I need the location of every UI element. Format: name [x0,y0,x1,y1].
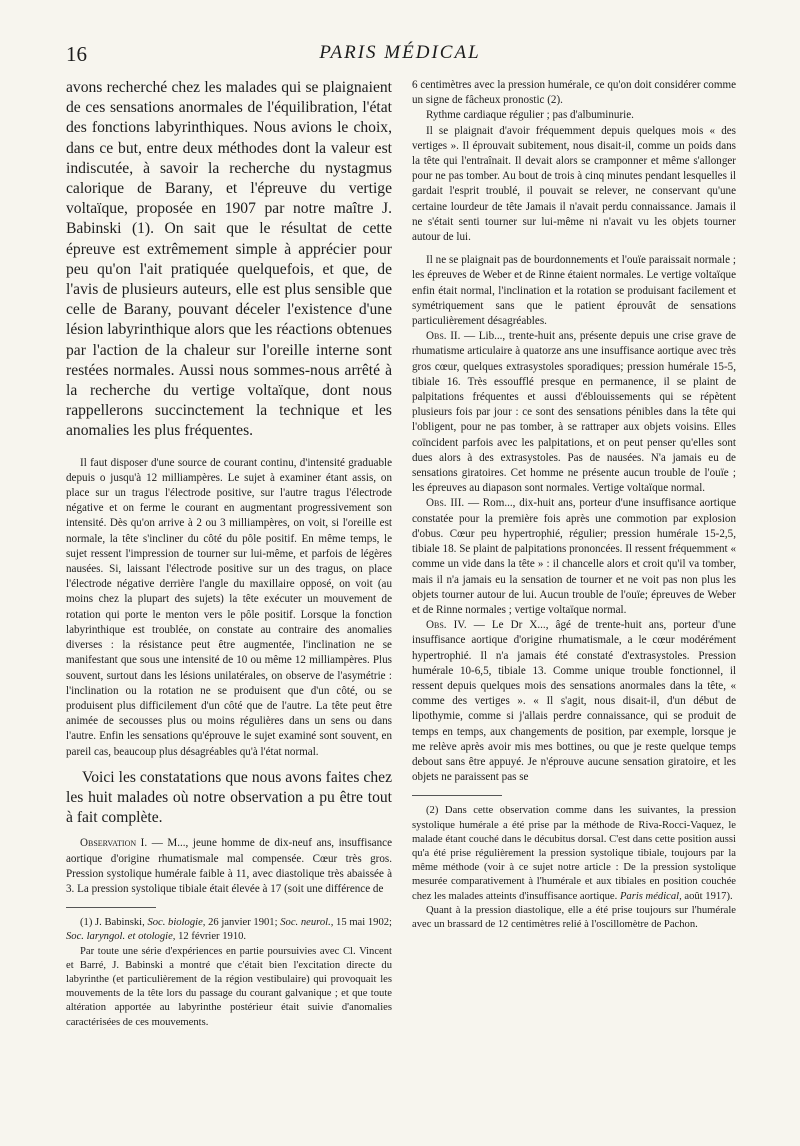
observation-text: — Rom..., dix-huit ans, porteur d'une insuffisance aortique constatée pour la première fois après une commotion par explosion d'obus. Cœur peu hypertrophié, régulier; pression humérale 15-2,5, tibiale 18. Se plaint de palpitations prononcées. Il ressent fréquemment « comme un vide dans la tête » : il chancelle alors et croit qu'il va tomber, mais il n'a jamais eu la sensation de tourner et ne voit pas non plus les objets tourner autour de lui. Aucun trouble de l'ouïe; épreuves de Weber et de Rinne normales ; vertige voltaïque normal. [412,497,736,616]
right-column [412,78,736,932]
footnote-text: 12 février 1910. [175,931,247,943]
footnote-rule [412,795,502,796]
footnote-text: (1) J. Babinski, [80,917,148,929]
page-header [66,40,734,70]
small-paragraph: Il se plaignait d'avoir fréquemment depuis quelques mois « des vertiges ». Il éprouvait subitement, nous disait-il, comme un poids dans la tête qui l'entraînait. Il devait alors se cramponner et même s'allonger pour ne pas tomber. Au bout de trois à cinq minutes pendant lesquelles il gardait l'esprit troublé, il pouvait se relever, ne conservant qu'une certaine lourdeur de tête Jamais il n'avait perdu connaissance. Jamais il ne s'était senti tourner sur lui-même ni n'avait vu les objets tourner autour de lui. [412,124,736,244]
footnote-citation: Soc. biologie, [147,917,206,929]
footnote-citation: Soc. neurol., [280,917,334,929]
body-paragraph: Voici les constatations que nous avons faites chez les huit malades où notre observation a pu être tout à fait complète. [66,768,392,827]
footnote-text: 26 janvier 1901; [205,917,281,929]
observation-label: Obs. IV. [426,619,467,632]
small-paragraph: Il ne se plaignait pas de bourdonnements et l'ouïe paraissait normale ; les épreuves de Weber et de Rinne étaient normales. Le vertige voltaïque enfin était normal, l'inclination et la rotation se produisant facilement et symétriquement sans que le patient éprouvât de sensations particulièrement désagréables. [412,254,736,328]
observation-label: Obs. II. [426,330,461,343]
observation-paragraph [412,329,736,496]
page-number: 16 [66,42,87,66]
footnote-citation: Soc. laryngol. et otologie, [66,931,176,943]
observation-text: — Le Dr X..., âgé de trente-huit ans, porteur d'une insuffisance aortique d'origine rhumatismale, a le cœur modérément hypertrophié. Il n'a jamais été constaté d'extrasystoles. Pression humérale 10-6,5, tibiale 13. Comme unique trouble fonctionnel, il ressent depuis quelques mois des sensations anormales dans la tête, « comme des vertiges ». « Il s'agit, nous disait-il, d'un début de lipothymie, comme si j'allais perdre connaissance, qui se produit de temps en temps, aux changements de position, par exemple, lorsque je me relève après avoir mis mes bottines, ou que je reste quelque temps debout sans être appuyé. Je n'éprouve aucune sensation giratoire, et les objets ne paraissent pas se [412,619,736,784]
body-paragraph: avons recherché chez les malades qui se plaignaient de ces sensations anormales de l'équilibration, l'état des fonctions labyrinthiques. Nous avions le choix, dans ce but, entre deux méthodes dont la valeur est indiscutée, à savoir la recherche du nystagmus calorique de Barany, et l'épreuve du vertige voltaïque, proposée en 1907 par notre maître J. Babinski (1). On sait que le résultat de cette épreuve est extrêmement simple à apprécier pour peu qu'on l'ait pratiquée quelquefois, et que, de l'avis de plusieurs auteurs, elle est plus sensible que celle de Barany, pouvant déceler l'existence d'une lésion labyrinthique alors que les réactions obtenues par l'action de la chaleur sur l'oreille interne sont restées normales. Aussi nous sommes-nous arrêté à la recherche du vertige voltaïque, dont nous rappellerons succinctement la technique et les anomalies les plus fréquentes. [66,79,392,440]
footnote-citation: Paris médical, [619,890,682,902]
small-paragraph: 6 centimètres avec la pression humérale, ce qu'on doit considérer comme un signe de fâcheux pronostic (2). [412,79,736,107]
observation-paragraph [412,618,736,785]
running-title: PARIS MÉDICAL [319,42,481,63]
observation-label: Observation I. [80,837,148,850]
left-column [66,78,392,1030]
footnote-text: 15 mai 1902; [333,917,392,929]
footnote-text: (2) Dans cette observation comme dans les suivantes, la pression systolique humérale a été prise par la méthode de Riva-Rocci-Vaquez, le malade étant couché dans le décubitus dorsal. C'est dans cette position aussi qu'a été prise régulièrement la pression systolique tibiale, toujours par la même méthode (voir à ce sujet notre article : De la pression systolique mesurée comparativement à l'humérale et aux tibiales en position couchée chez les malades atteints d'insuffisance aortique. [412,805,736,902]
footnote-text: août 1917). [681,890,733,902]
footnote-rule [66,907,156,908]
small-paragraph: Il faut disposer d'une source de courant continu, d'intensité graduable depuis o jusqu'à 12 milliampères. Le sujet à examiner étant assis, on place sur un tragus l'électrode positive, sur l'autre tragus l'électrode négative et on ferme le courant en augmentant progressivement son intensité. Dès qu'on arrive à 2 ou 3 milliampères, on voit, si l'oreille est normale, la tête s'incliner du côté du pôle positif. En même temps, le sujet ressent l'impression de tourner sur lui-même, et parfois de légères nausées. Si, laissant l'électrode positive sur un des tragus, on place l'électrode négative derrière l'angle du maxillaire opposé, on voit (au moins chez la plupart des sujets) la tête exécuter un mouvement de rotation qui porte le menton vers le pôle positif. Lorsque la fonction labyrinthique est troublée, on constate au contraire des anomalies diverses : la résistance peut être augmentée, l'inclination ne se manifestant que sous une intensité de 10 ou même 12 milliampères. Plus souvent, surtout dans les lésions unilatérales, on observe de l'asymétrie : l'inclination ou la rotation ne se produisent que d'un côté, ou se produisent plus difficilement d'un côté que de l'autre. La tête peut être animée de secousses plus ou moins régulières dans un sens ou dans l'autre. Enfin les sensations qu'éprouve le sujet examiné sont souvent, en pareil cas, beaucoup plus désagréables qu'à l'état normal. [66,456,392,758]
observation-paragraph [412,496,736,618]
observation-text: — Lib..., trente-huit ans, présente depuis une crise grave de rhumatisme articulaire à quatorze ans une insuffisance aortique avec très gros cœur, quelques extrasystoles sporadiques; pression humérale 15-5, tibiale 16. Très essoufflé presque en permanence, il se plaint de palpitations fréquentes et aussi d'éblouissements qui se répètent plusieurs fois par jour : ce sont des sensations pénibles dans la tête qui l'obligent, pour ne pas tomber, à se rattraper aux objets voisins. Elles coïncident parfois avec les palpitations, et on peut penser qu'elles sont dues alors à des extrasystoles. Pas de nausées. N'a jamais eu de sensations giratoires. Cet homme ne présente aucun trouble de l'ouïe ; les épreuves au diapason sont normales. Vertige voltaïque normal. [412,330,736,495]
observation-label: Obs. III. [426,497,465,510]
footnote-continuation: Par toute une série d'expériences en partie poursuivies avec Cl. Vincent et Barré, J. Babinski a montré que c'était bien l'excitation directe du labyrinthe (et particulièrement de la région vestibulaire) qui provoquait les mouvements de la tête lors du passage du courant galvanique ; et que toute altération apportée au labyrinthe postérieur était suivie d'anomalies caractérisées de ces mouvements. [66,945,392,1028]
footnote: Quant à la pression diastolique, elle a été prise toujours sur l'humérale avec un brassard de 12 centimètres relié à l'oscillomètre de Pachon. [412,904,736,930]
observation-text: — M..., jeune homme de dix-neuf ans, insuffisance aortique d'origine rhumatismale mal compensée. Cœur très gros. Pression systolique humérale faible à 11, avec diastolique très abaissée à 3. La pression systolique tibiale était élevée à 17 (soit une différence de [66,837,392,895]
footnote [66,916,392,944]
footnote [412,804,736,903]
small-paragraph: Rythme cardiaque régulier ; pas d'albuminurie. [426,109,634,122]
observation-paragraph [66,836,392,897]
